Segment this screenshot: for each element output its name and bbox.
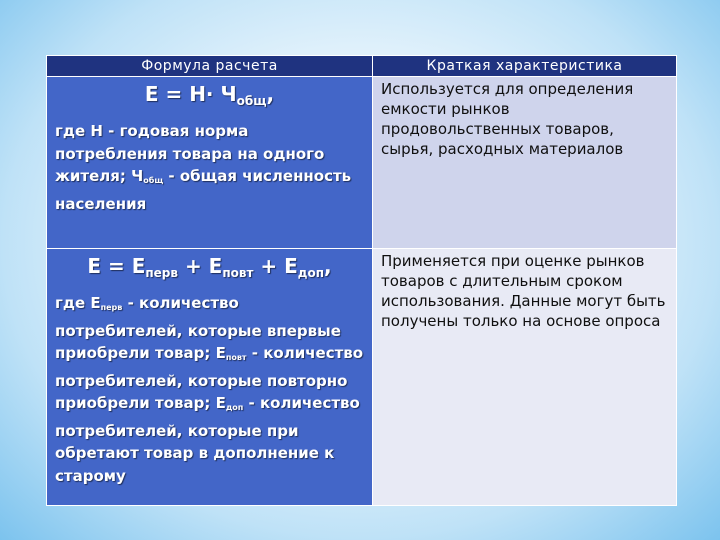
- formula-description: где $E_{перв}$ - количество потребителей, которые впервые приобрели товар; $E_{повт}$ - количество потребителей, которые повторно приобрели товар; $E_{доп}$ - количество потребителей, которые при обретают товар в дополнение к старому: [55, 294, 364, 485]
- formula-description: где Н - годовая норма потребления товара на одного жителя; $Ч_{общ}$ - общая численность населения: [55, 122, 352, 213]
- header-formula: Формула расчета: [47, 56, 373, 77]
- header-characteristic: Краткая характеристика: [373, 56, 677, 77]
- capacity-formula: $E = Н\cdot Ч_{общ}$,: [144, 82, 275, 108]
- formula-cell: [47, 249, 373, 506]
- formula-table: [46, 55, 677, 506]
- characteristic-cell: Применяется при оценке рынков товаров с длительным сроком использования. Данные могут быть получены только на основе опроса: [373, 249, 677, 506]
- table-row: [47, 249, 677, 506]
- table-header-row: [47, 56, 677, 77]
- formula-cell: [47, 77, 373, 249]
- characteristic-cell: Используется для определения емкости рынков продовольственных товаров, сырья, расходных материалов: [373, 77, 677, 249]
- table-row: [47, 77, 677, 249]
- capacity-formula: $E = E_{перв} + E_{повт} + E_{доп}$,: [87, 254, 332, 280]
